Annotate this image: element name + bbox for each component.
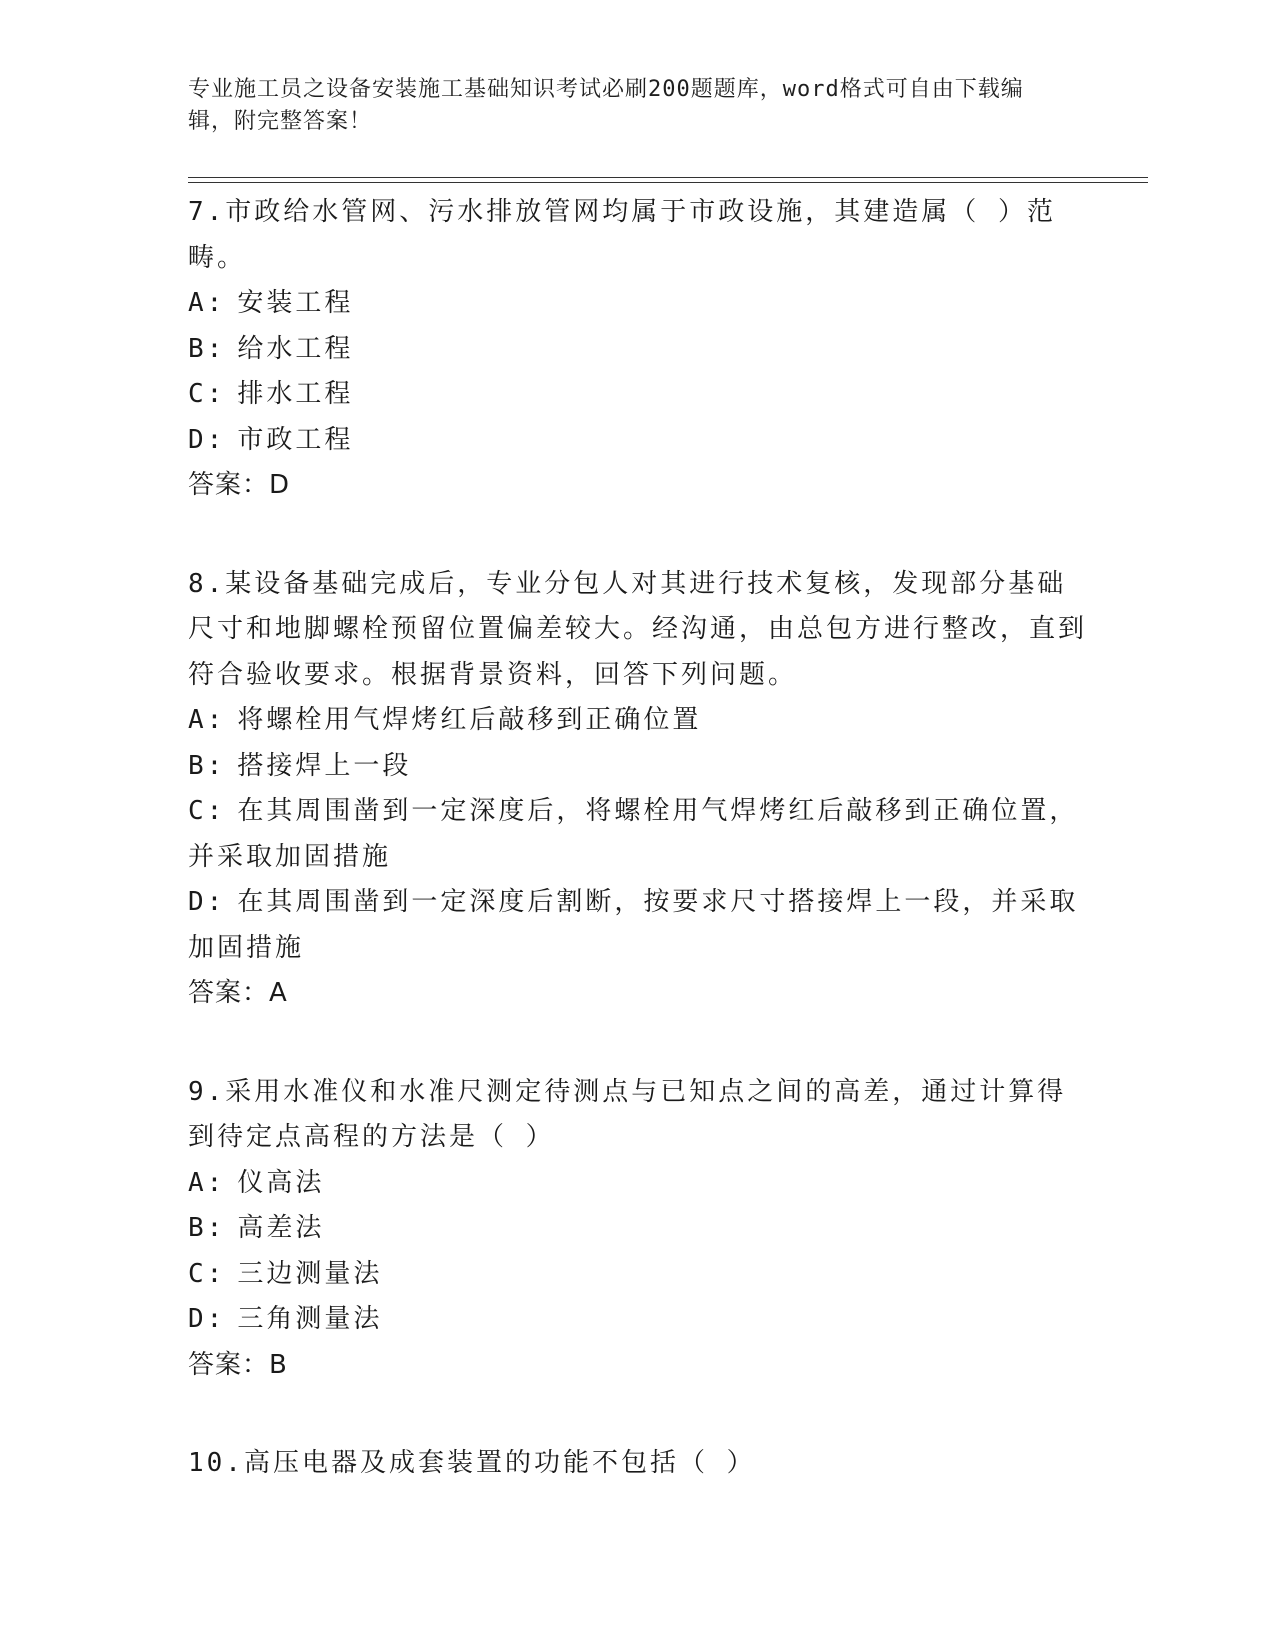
option-text: 在其周围凿到一定深度后，将螺栓用气焊烤红后敲移到正确位置，并采取加固措施 bbox=[188, 796, 1079, 872]
question-9 bbox=[188, 1070, 1088, 1389]
question-7 bbox=[188, 190, 1088, 509]
option-key: B bbox=[188, 1213, 207, 1243]
option-text: 仪高法 bbox=[237, 1167, 325, 1198]
question-text: 9.采用水准仪和水准尺测定待测点与已知点之间的高差，通过计算得到待定点高程的方法是（ ） bbox=[188, 1076, 1067, 1152]
option-key: D bbox=[188, 424, 207, 455]
header-rule-top bbox=[188, 177, 1148, 178]
option-text: 三角测量法 bbox=[237, 1304, 383, 1334]
answer-value: D bbox=[269, 470, 291, 500]
option-text: 将螺栓用气焊烤红后敲移到正确位置 bbox=[237, 705, 702, 735]
option-key: C bbox=[188, 1258, 207, 1289]
option-key: C bbox=[188, 379, 207, 409]
option-key: A bbox=[188, 1167, 207, 1198]
option-a: A: 安装工程 bbox=[188, 288, 354, 318]
answer-line bbox=[188, 1343, 1088, 1389]
option-key: D bbox=[188, 1304, 207, 1334]
option-text: 三边测量法 bbox=[237, 1258, 383, 1289]
option-b: B: 搭接焊上一段 bbox=[188, 750, 412, 781]
option-c: C: 三边测量法 bbox=[188, 1258, 383, 1289]
answer-line bbox=[188, 971, 1088, 1017]
option-b: B: 给水工程 bbox=[188, 333, 354, 364]
question-text: 7.市政给水管网、污水排放管网均属于市政设施，其建造属（ ）范畴。 bbox=[188, 197, 1056, 273]
option-d: D: 三角测量法 bbox=[188, 1304, 383, 1334]
option-c: C: 排水工程 bbox=[188, 379, 354, 409]
option-text: 市政工程 bbox=[237, 424, 354, 455]
option-c: C: 在其周围凿到一定深度后，将螺栓用气焊烤红后敲移到正确位置，并采取加固措施 bbox=[188, 796, 1079, 872]
question-text: 8.某设备基础完成后，专业分包人对其进行技术复核，发现部分基础尺寸和地脚螺栓预留位置偏差较大。经沟通，由总包方进行整改，直到符合验收要求。根据背景资料，回答下列问题。 bbox=[188, 568, 1088, 690]
option-text: 排水工程 bbox=[237, 379, 354, 409]
option-a: A: 将螺栓用气焊烤红后敲移到正确位置 bbox=[188, 705, 702, 735]
option-key: A bbox=[188, 705, 207, 735]
option-key: C bbox=[188, 796, 207, 826]
option-text: 安装工程 bbox=[237, 288, 354, 318]
question-8 bbox=[188, 562, 1088, 1017]
option-key: D bbox=[188, 887, 207, 917]
header-rule-bottom bbox=[188, 182, 1148, 183]
option-a: A: 仪高法 bbox=[188, 1167, 325, 1198]
option-text: 搭接焊上一段 bbox=[237, 750, 412, 781]
option-text: 给水工程 bbox=[237, 333, 354, 364]
answer-value: B bbox=[269, 1349, 288, 1380]
option-key: B bbox=[188, 333, 207, 364]
answer-line bbox=[188, 463, 1088, 509]
option-d: D: 市政工程 bbox=[188, 424, 354, 455]
option-b: B: 高差法 bbox=[188, 1213, 325, 1243]
option-key: A bbox=[188, 288, 207, 318]
answer-label: 答案： bbox=[188, 1349, 270, 1380]
question-text: 10.高压电器及成套装置的功能不包括（ ） bbox=[188, 1448, 756, 1478]
question-10 bbox=[188, 1441, 1088, 1487]
option-text: 高差法 bbox=[237, 1213, 325, 1243]
answer-label: 答案： bbox=[188, 470, 270, 500]
question-list bbox=[188, 190, 1088, 1540]
option-text: 在其周围凿到一定深度后割断，按要求尺寸搭接焊上一段，并采取加固措施 bbox=[188, 887, 1079, 963]
option-key: B bbox=[188, 750, 207, 781]
answer-label: 答案： bbox=[188, 978, 270, 1008]
page-header: 专业施工员之设备安装施工基础知识考试必刷200题题库，word格式可自由下载编辑，附完整答案！ bbox=[188, 77, 1024, 134]
answer-value: A bbox=[269, 978, 288, 1008]
option-d: D: 在其周围凿到一定深度后割断，按要求尺寸搭接焊上一段，并采取加固措施 bbox=[188, 887, 1079, 963]
